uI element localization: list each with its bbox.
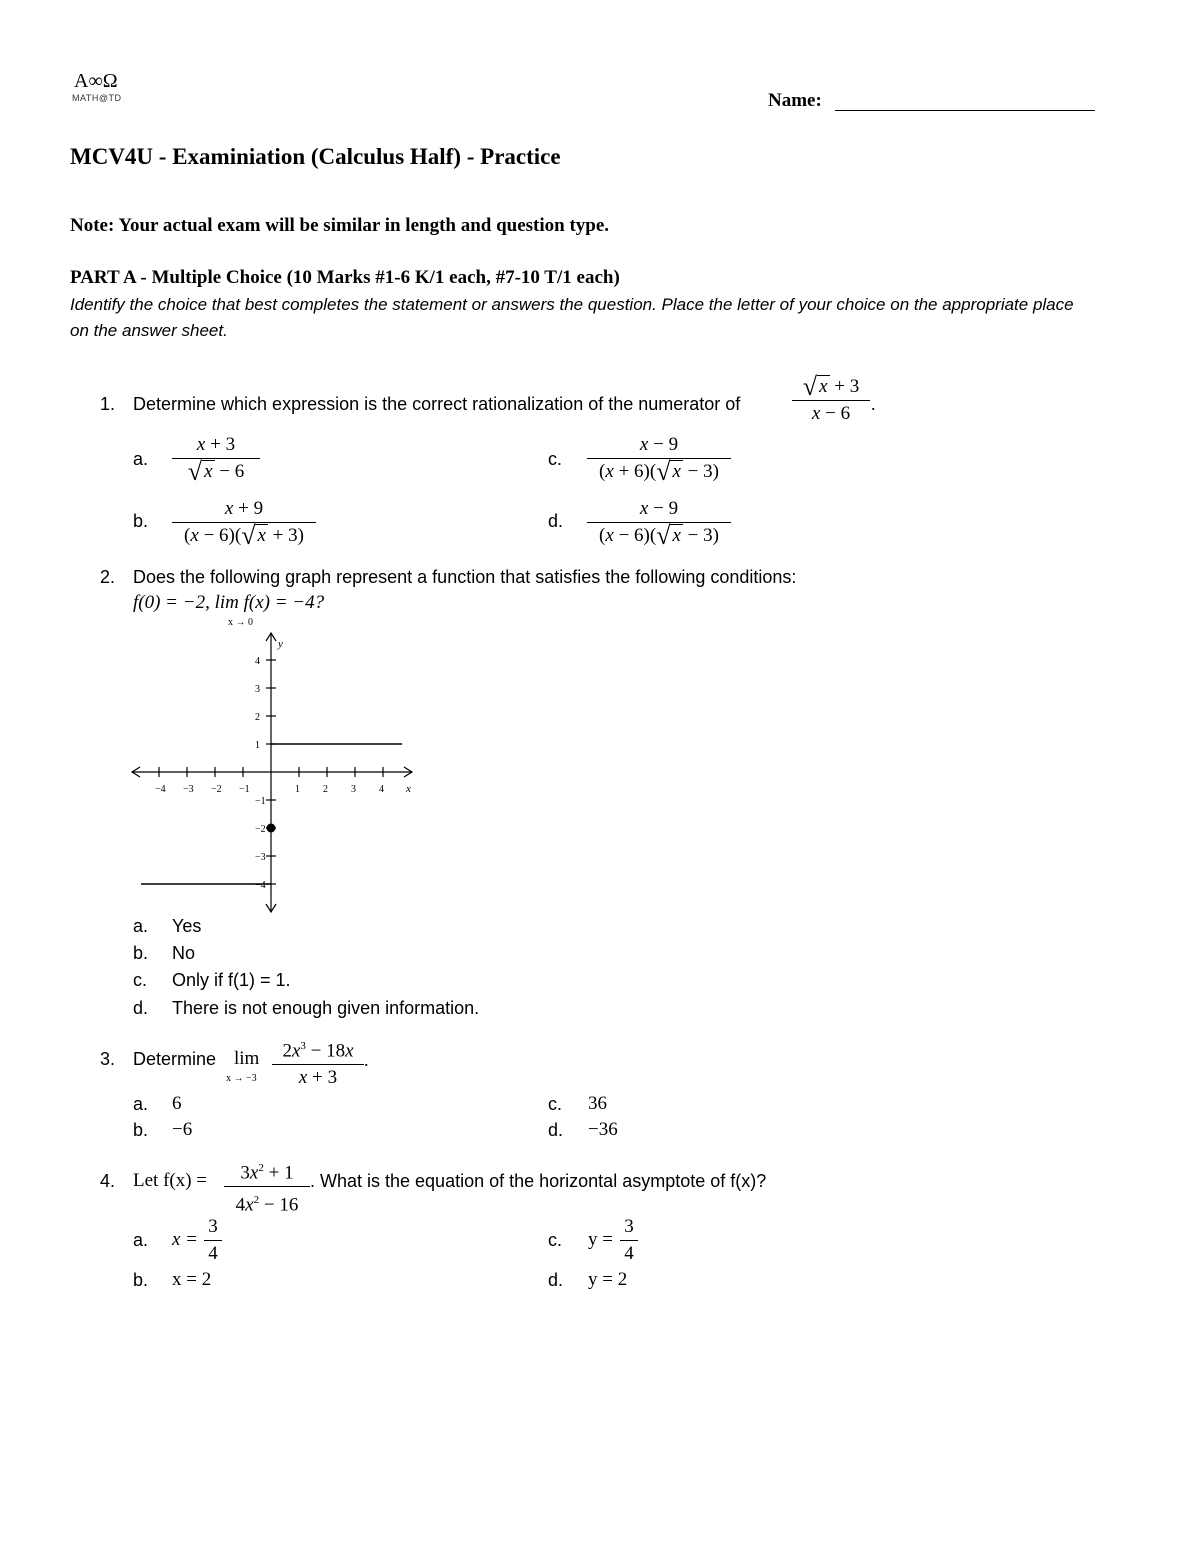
y-tick-label: 1 (255, 740, 260, 751)
question-2-conditions: f(0) = −2, lim f(x) = −4? (133, 592, 325, 613)
exam-note: Note: Your actual exam will be similar in length and question type. (70, 215, 610, 236)
q1-choice-d-fraction[interactable]: x − 9 (x − 6)(√ x − 3) (587, 496, 731, 549)
question-4-stem-pre: Let f(x) = (133, 1170, 208, 1191)
y-tick-label: −4 (255, 880, 266, 891)
question-1-stem: Determine which expression is the correct rationalization of the numerator of (133, 394, 741, 414)
choice-text[interactable]: y = 2 (588, 1269, 628, 1290)
q2-graph (120, 625, 420, 920)
choice-letter[interactable]: d. (548, 511, 564, 531)
choice-letter[interactable]: c. (548, 1094, 563, 1114)
x-tick-label: −2 (211, 784, 222, 795)
choice-text[interactable]: There is not enough given information. (172, 998, 480, 1018)
choice-letter[interactable]: c. (133, 970, 148, 990)
y-tick-label: −3 (255, 852, 266, 863)
y-tick-label: 2 (255, 712, 260, 723)
name-label: Name: (768, 90, 822, 111)
x-tick-label: −3 (183, 784, 194, 795)
question-2-number: 2. (100, 567, 116, 587)
choice-lhs[interactable]: y = (588, 1229, 613, 1250)
choice-letter[interactable]: d. (548, 1120, 564, 1140)
logo (74, 70, 118, 93)
choice-text[interactable]: 36 (588, 1093, 607, 1114)
x-tick-label: 1 (295, 784, 300, 795)
choice-letter[interactable]: c. (548, 1230, 563, 1250)
part-a-heading: PART A - Multiple Choice (10 Marks #1-6 K/1 each, #7-10 T/1 each) (70, 267, 620, 288)
name-field[interactable] (835, 108, 1095, 111)
y-tick-label: −1 (255, 796, 266, 807)
choice-letter[interactable]: c. (548, 449, 563, 469)
x-tick-label: 4 (379, 784, 384, 795)
y-axis-label: y (278, 638, 283, 650)
logo-subtitle: MATH@TD (72, 93, 122, 103)
question-4-stem-post: . What is the equation of the horizontal asymptote of f(x)? (310, 1171, 767, 1191)
choice-letter[interactable]: a. (133, 1230, 149, 1250)
choice-text[interactable]: Yes (172, 916, 202, 936)
choice-letter[interactable]: b. (133, 511, 149, 531)
part-a-instructions: Identify the choice that best completes the statement or answers the question. Place the letter of your choice on the appropriate place on the answer sheet. (70, 295, 1074, 340)
choice-text[interactable]: −6 (172, 1119, 193, 1140)
limit-word: lim (234, 1048, 260, 1069)
choice-letter[interactable]: a. (133, 449, 149, 469)
choice-letter[interactable]: b. (133, 943, 149, 963)
choice-letter[interactable]: b. (133, 1120, 149, 1140)
x-tick-label: −1 (239, 784, 250, 795)
question-2-stem: Does the following graph represent a function that satisfies the following conditions: (133, 567, 797, 587)
question-4-number: 4. (100, 1171, 116, 1191)
choice-text[interactable]: Only if f(1) = 1. (172, 970, 291, 990)
y-tick-label: 3 (255, 684, 260, 695)
choice-letter[interactable]: d. (548, 1270, 564, 1290)
question-3-number: 3. (100, 1049, 116, 1069)
question-1-fraction: √ x + 3 x − 6 (792, 374, 870, 427)
choice-letter[interactable]: d. (133, 998, 149, 1018)
q1-choice-c-fraction[interactable]: x − 9 (x + 6)(√ x − 3) (587, 432, 731, 485)
question-3-fraction: $2x^3 - 18x$ x + 3 (272, 1033, 364, 1091)
q4-choice-c-fraction[interactable]: 3 4 (620, 1214, 638, 1267)
question-3-stem: Determine (133, 1049, 217, 1069)
x-tick-label: 3 (351, 784, 356, 795)
q4-choice-a-fraction[interactable]: 3 4 (204, 1214, 222, 1267)
x-tick-label: 2 (323, 784, 328, 795)
y-tick-label: 4 (255, 656, 260, 667)
logo-text: A∞Ω (74, 70, 118, 92)
choice-letter[interactable]: b. (133, 1270, 149, 1290)
choice-lhs[interactable]: x = (172, 1229, 199, 1250)
x-tick-label: −4 (155, 784, 166, 795)
x-axis-label: x (406, 783, 411, 795)
y-tick-label: −2 (255, 824, 266, 835)
q1-choice-b-fraction[interactable]: x + 9 (x − 6)(√ x + 3) (172, 496, 316, 549)
page-title: MCV4U - Examiniation (Calculus Half) - Practice (70, 144, 561, 169)
question-1-number: 1. (100, 394, 116, 414)
choice-text[interactable]: No (172, 943, 196, 963)
limit-subscript: x → −3 (226, 1073, 257, 1084)
choice-text[interactable]: x = 2 (172, 1269, 212, 1290)
choice-letter[interactable]: a. (133, 916, 149, 936)
question-4-fraction: $3x^2 + 1$ $4x^2 - 16$ (224, 1155, 310, 1219)
choice-letter[interactable]: a. (133, 1094, 149, 1114)
closed-point (267, 824, 276, 833)
choice-text[interactable]: −36 (588, 1119, 618, 1140)
choice-text[interactable]: 6 (172, 1093, 182, 1114)
limit-subscript: x → 0 (228, 617, 253, 628)
q1-choice-a-fraction[interactable]: x + 3 √ x − 6 (172, 432, 260, 485)
